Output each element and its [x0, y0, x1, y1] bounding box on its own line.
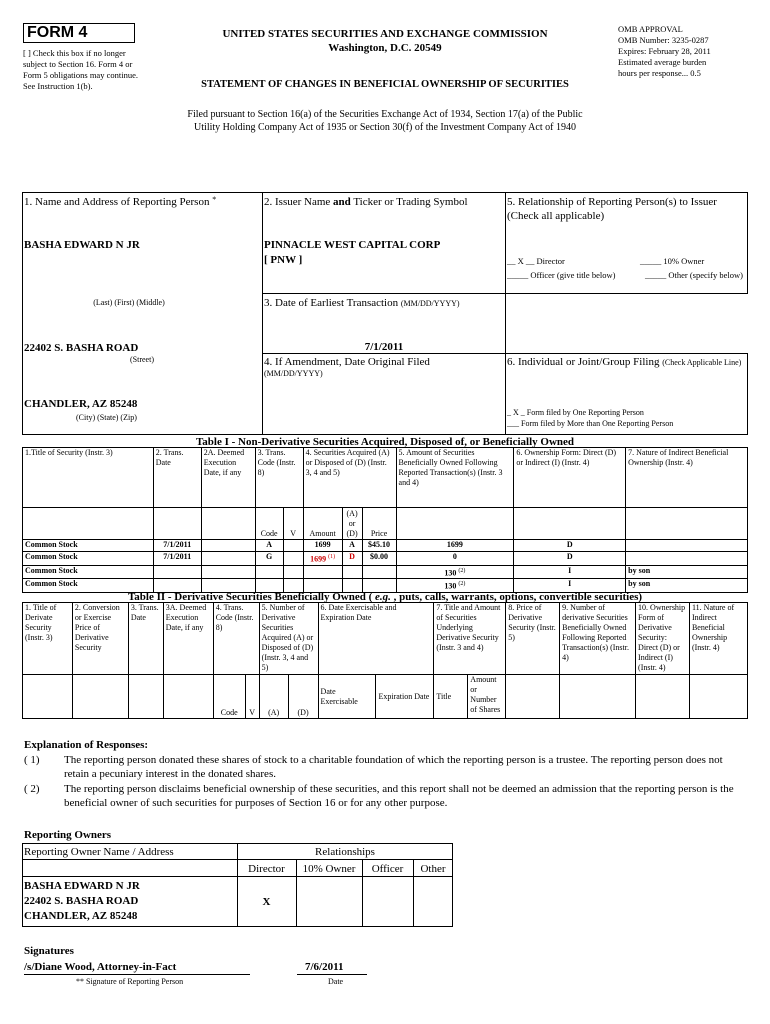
owners-heading: Reporting Owners [24, 829, 112, 841]
t1-cell-date-value: 7/1/2011 [163, 552, 192, 561]
filing-option-one: _ X _ Form filed by One Reporting Person [507, 408, 644, 417]
t1-cell-v [283, 552, 303, 566]
street-caption: (Street) [130, 355, 154, 364]
t1-cell-date-value: 7/1/2011 [163, 540, 192, 549]
amendment-label-small: (MM/DD/YYYY) [264, 369, 323, 378]
t1-cell-nature [626, 552, 748, 566]
t2-header-number-owned: 9. Number of derivative Securities Beneficially Owned Following Reported Transaction(s) (Instr. 4) [560, 603, 636, 675]
footnote-text: The reporting person disclaims beneficial ownership of these securities, and this report shall not be deemed an admission that the reporting person is the beneficial owner of such securities for purposes of Section 16 or for any other purpose. [64, 783, 734, 809]
t2-header-number: 5. Number of Derivative Securities Acquired (A) or Disposed of (D) (Instr. 3, 4 and 5) [259, 603, 318, 675]
t1-cell-aord [342, 540, 362, 552]
t1-cell-form-value: D [566, 552, 573, 561]
t1-header-title: 1.Title of Security (Instr. 3) [23, 448, 154, 508]
t1-header-date: 2. Trans. Date [153, 448, 201, 508]
t1-cell-aord-value: D [349, 552, 355, 561]
table1-row [23, 552, 748, 566]
t2-sub-amount: Amount or Number of Shares [468, 675, 506, 719]
t1-cell-owned-value: 1699 [446, 540, 463, 549]
explanation-item-2 [24, 782, 744, 810]
omb-line: OMB APPROVAL [618, 24, 683, 34]
t1-cell-title [23, 565, 154, 579]
t2-header-title: 1. Title of Derivate Security (Instr. 3) [23, 603, 73, 675]
issuer-ticker: [ PNW ] [264, 254, 303, 266]
t1-cell-nature-value: by son [628, 565, 651, 575]
issuer-label [264, 195, 468, 209]
t2-sub-date-exercisable: Date Exercisable [318, 675, 376, 719]
filing-option-multiple: ___ Form filed by More than One Reporting Person [507, 419, 674, 428]
explanation-heading: Explanation of Responses: [24, 739, 149, 751]
t2-sub-d: (D) [288, 675, 318, 719]
t1-cell-title-value: Common Stock [25, 579, 78, 589]
name-caption: (Last) (First) (Middle) [93, 298, 165, 307]
footnote-number: ( 2) [24, 783, 40, 795]
t2-sub-a: (A) [259, 675, 288, 719]
label-text: 1. Name and Address of Reporting Person [24, 196, 210, 208]
t1-cell-form [514, 552, 626, 566]
officer-option: _____ Officer (give title below) [507, 270, 616, 280]
owner-line: 22402 S. BASHA ROAD [24, 895, 139, 907]
t2-header-code: 4. Trans. Code (Instr. 8) [213, 603, 259, 675]
t1-cell-nature-value: by son [628, 579, 651, 589]
checkbox-note: [ ] Check this box if no longer subject to Section 16. Form 4 or Form 5 obligations may continue. See Instruction 1(b). [23, 48, 138, 91]
issuer-name: PINNACLE WEST CAPITAL CORP [264, 239, 441, 251]
t1-cell-title-value: Common Stock [25, 565, 78, 575]
t1-cell-owned [396, 565, 514, 579]
form-title: FORM 4 [27, 24, 88, 41]
relationship-label [507, 195, 749, 223]
reporting-person-street: 22402 S. BASHA ROAD [24, 342, 139, 354]
t1-cell-code [255, 540, 283, 552]
owner-line: BASHA EDWARD N JR [24, 880, 140, 892]
table1-row [23, 565, 748, 579]
t2-header-date: 3. Trans. Date [128, 603, 163, 675]
filing-type-label [507, 355, 747, 369]
owners-col-other: Other [420, 863, 446, 875]
signer-caption: ** Signature of Reporting Person [76, 977, 184, 986]
owners-col-relationships: Relationships [315, 846, 375, 858]
t1-cell-deemed [201, 540, 255, 552]
t1-header-ownership-form: 6. Ownership Form: Direct (D) or Indirect (I) (Instr. 4) [514, 448, 626, 508]
t1-sub-code: Code [255, 508, 283, 540]
t1-cell-date [153, 565, 201, 579]
t1-sub-amount: Amount [303, 508, 342, 540]
filed-pursuant [140, 108, 630, 134]
agency-name: UNITED STATES SECURITIES AND EXCHANGE COMMISSION [222, 28, 548, 40]
form-title-box [23, 23, 135, 43]
filed-pursuant-line: Filed pursuant to Section 16(a) of the Securities Exchange Act of 1934, Section 17(a) of the Public [187, 109, 583, 120]
t1-cell-title-value: Common Stock [25, 552, 78, 561]
label-text: (MM/DD/YYYY) [400, 299, 460, 308]
t1-cell-owned [396, 540, 514, 552]
t2-sub-expiration: Expiration Date [376, 675, 434, 719]
director-option: __ X __ Director [507, 256, 565, 266]
t1-cell-v [283, 565, 303, 579]
owners-col-ten: 10% Owner [302, 863, 356, 875]
label-text: 2. Issuer Name [264, 196, 334, 208]
title-text: Table II - Derivative Securities Beneficially Owned ( [127, 591, 376, 603]
t1-cell-title [23, 540, 154, 552]
t1-cell-form [514, 540, 626, 552]
owners-col-director: Director [248, 863, 285, 875]
signature-date: 7/6/2011 [305, 961, 344, 973]
ten-percent-option: _____ 10% Owner [640, 256, 705, 266]
table1-title: Table I - Non-Derivative Securities Acquired, Disposed of, or Beneficially Owned [195, 436, 575, 448]
reporting-person-citystate: CHANDLER, AZ 85248 [24, 398, 138, 410]
earliest-transaction-label [264, 296, 460, 310]
t1-cell-nature [626, 565, 748, 579]
signature-line [24, 974, 250, 975]
t1-cell-amount [303, 540, 342, 552]
t1-cell-price-value: $0.00 [370, 552, 389, 561]
label-text: and [333, 196, 351, 208]
omb-line: OMB Number: 3235-0287 [618, 35, 709, 45]
t2-header-price: 8. Price of Derivative Security (Instr. 5) [506, 603, 560, 675]
t2-header-ownership-form: 10. Ownership Form of Derivative Security: Direct (D) or Indirect (I) (Instr. 4) [636, 603, 690, 675]
label-text: _____ Other (specify below) [645, 270, 743, 280]
t1-cell-owned-value: 0 [452, 552, 457, 561]
t1-cell-code [255, 565, 283, 579]
earliest-transaction-date: 7/1/2011 [364, 341, 404, 353]
t1-sub-aord: (A) or (D) [342, 508, 362, 540]
t1-header-nature: 7. Nature of Indirect Beneficial Ownership (Instr. 4) [626, 448, 748, 508]
amendment-label: 4. If Amendment, Date Original Filed [264, 356, 430, 368]
reporting-person-name: BASHA EDWARD N JR [24, 239, 140, 251]
t2-sub-code: Code [213, 675, 245, 719]
t1-cell-amount-value: 1699 [314, 540, 331, 549]
label-text: 3. Date of Earliest Transaction [264, 297, 399, 309]
t1-cell-owned-value: 130 [444, 581, 457, 591]
t1-cell-v [283, 540, 303, 552]
footnote-ref[interactable]: (2) [458, 567, 466, 574]
agency-city: Washington, D.C. 20549 [328, 42, 442, 54]
t1-cell-form-value: D [566, 540, 573, 549]
t1-cell-amount-value: 1699 [310, 554, 327, 564]
t1-cell-form [514, 565, 626, 579]
t1-cell-price [362, 565, 396, 579]
explanation-item-1 [24, 753, 744, 781]
filed-pursuant-line: Utility Holding Company Act of 1935 or Section 30(f) of the Investment Company Act of 1940 [194, 122, 576, 133]
t1-cell-amount [303, 565, 342, 579]
omb-approval-block [618, 24, 758, 79]
t1-cell-nature [626, 540, 748, 552]
label-text: 6. Individual or Joint/Group Filing [507, 356, 660, 368]
footnote-number: ( 1) [24, 754, 40, 766]
label-text: (Check Applicable Line) [662, 358, 742, 367]
t2-sub-v: V [245, 675, 259, 719]
t1-cell-amount [303, 552, 342, 566]
omb-line: Expires: February 28, 2011 [618, 46, 711, 56]
table2 [22, 602, 748, 719]
omb-line: Estimated average burden [618, 57, 707, 67]
t1-cell-price [362, 552, 396, 566]
t2-header-underlying: 7. Title and Amount of Securities Underlying Derivative Security (Instr. 3 and 4) [434, 603, 506, 675]
t1-header-acquired: 4. Securities Acquired (A) or Disposed of (D) (Instr. 3, 4 and 5) [303, 448, 396, 508]
t1-cell-deemed [201, 552, 255, 566]
owner-line: CHANDLER, AZ 85248 [24, 910, 138, 922]
title-text: , puts, calls, warrants, options, convertible securities) [390, 591, 643, 603]
t1-cell-date [153, 552, 201, 566]
footnote-ref[interactable]: (1) [328, 554, 336, 560]
t1-cell-form-value: I [568, 579, 572, 589]
t2-sub-title: Title [434, 675, 468, 719]
t1-cell-aord [342, 552, 362, 566]
owners-col-officer: Officer [371, 863, 404, 875]
label-text: 5. Relationship of Reporting Person(s) to Issuer [507, 196, 717, 208]
t1-cell-aord-value: A [349, 540, 355, 549]
t2-header-nature: 11. Nature of Indirect Beneficial Ownership (Instr. 4) [689, 603, 747, 675]
owners-col-name: Reporting Owner Name / Address [24, 846, 174, 858]
t1-header-code: 3. Trans. Code (Instr. 8) [255, 448, 303, 508]
t1-cell-code-value: G [266, 552, 273, 561]
t1-header-deemed: 2A. Deemed Execution Date, if any [201, 448, 255, 508]
owner-director-mark: X [262, 896, 271, 908]
city-caption: (City) (State) (Zip) [76, 413, 137, 422]
footnote-text: The reporting person donated these shares of stock to a charitable foundation of which the reporting person is a trustee. The reporting person does not retain a pecuniary interest in the donated shares. [64, 754, 723, 780]
t1-cell-title-value: Common Stock [25, 540, 78, 549]
omb-line: hours per response... 0.5 [618, 68, 701, 78]
t1-cell-form-value: I [568, 565, 572, 575]
statement-title: STATEMENT OF CHANGES IN BENEFICIAL OWNERSHIP OF SECURITIES [201, 79, 569, 90]
date-caption: Date [328, 977, 344, 986]
label-text: Ticker or Trading Symbol [350, 196, 468, 208]
owner-address [24, 879, 140, 924]
t1-cell-code-value: A [266, 540, 273, 549]
label-text: (Check all applicable) [507, 210, 605, 222]
signatures-heading: Signatures [24, 945, 74, 957]
t1-cell-owned-value: 130 [444, 568, 457, 578]
t1-cell-price [362, 540, 396, 552]
t1-cell-owned [396, 552, 514, 566]
signer-name: /s/Diane Wood, Attorney-in-Fact [24, 961, 177, 973]
t2-header-conversion: 2. Conversion or Exercise Price of Derivative Security [72, 603, 128, 675]
other-option [507, 270, 745, 280]
t1-header-amount-owned: 5. Amount of Securities Beneficially Owned Following Reported Transaction(s) (Instr. 3 and 4) [396, 448, 514, 508]
t2-header-exercisable: 6. Date Exercisable and Expiration Date [318, 603, 434, 675]
t1-sub-v: V [283, 508, 303, 540]
title-text: e.g. [375, 591, 391, 603]
footnote-marker: * [212, 195, 217, 204]
t1-cell-title [23, 552, 154, 566]
t2-header-deemed: 3A. Deemed Execution Date, if any [163, 603, 213, 675]
t1-sub-price: Price [362, 508, 396, 540]
t1-cell-aord [342, 565, 362, 579]
date-line [297, 974, 367, 975]
t1-cell-code [255, 552, 283, 566]
t1-cell-price-value: $45.10 [368, 540, 391, 549]
table1-row [23, 540, 748, 552]
table1 [22, 447, 748, 593]
t1-cell-date [153, 540, 201, 552]
footnote-ref[interactable]: (2) [458, 581, 466, 588]
reporting-person-label [24, 195, 216, 209]
t1-cell-deemed [201, 565, 255, 579]
